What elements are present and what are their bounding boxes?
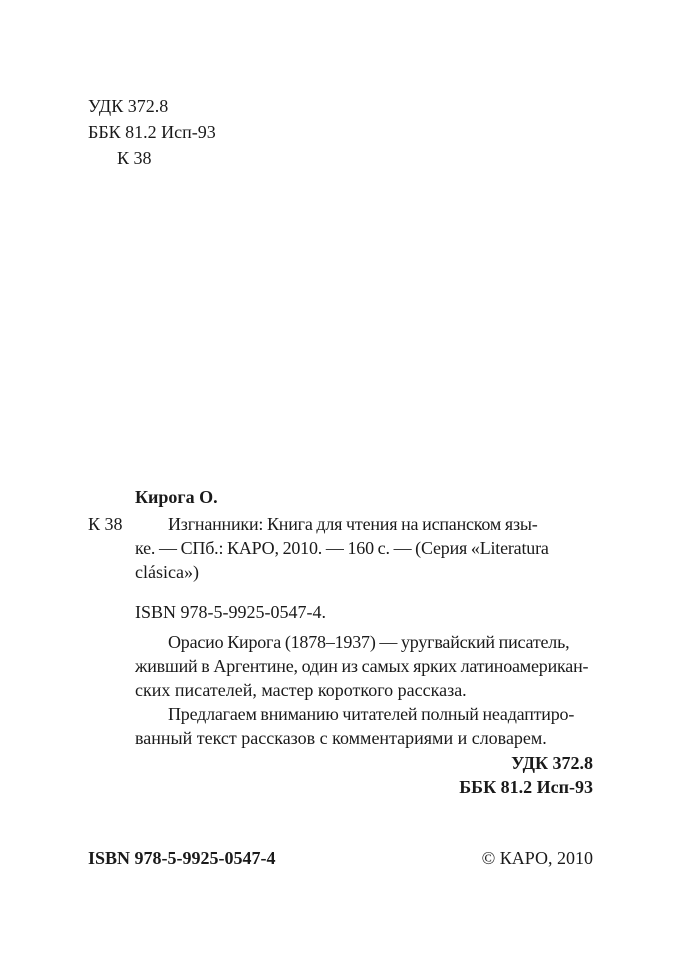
card-description-line: Изгнанники: Книга для чтения на испанском язы- (168, 514, 538, 534)
card-description-line: ке. — СПб.: КАРО, 2010. — 160 с. — (Серия «Literatura (135, 538, 549, 558)
card-description-line: clásica») (135, 562, 199, 582)
annotation-line: Орасио Кирога (1878–1937) — уругвайский писатель, (168, 632, 570, 652)
annotation-line: живший в Аргентине, один из самых ярких латиноамерикан- (135, 656, 589, 676)
card-udk: УДК 372.8 (511, 753, 593, 773)
card-isbn: ISBN 978-5-9925-0547-4. (135, 602, 326, 622)
footer-copyright: © КАРО, 2010 (481, 848, 593, 868)
top-udk: УДК 372.8 (88, 96, 169, 116)
card-bbk: ББК 81.2 Исп-93 (459, 777, 593, 797)
top-author-mark: К 38 (117, 148, 152, 168)
card-author-mark: К 38 (88, 514, 123, 534)
card-author: Кирога О. (135, 487, 218, 507)
top-bbk: ББК 81.2 Исп-93 (88, 122, 216, 142)
footer-isbn: ISBN 978-5-9925-0547-4 (88, 848, 276, 868)
annotation-line: ванный текст рассказов с комментариями и словарем. (135, 728, 547, 748)
annotation-line: ских писателей, мастер короткого рассказа. (135, 680, 467, 700)
annotation-line: Предлагаем вниманию читателей полный неадаптиро- (168, 704, 575, 724)
